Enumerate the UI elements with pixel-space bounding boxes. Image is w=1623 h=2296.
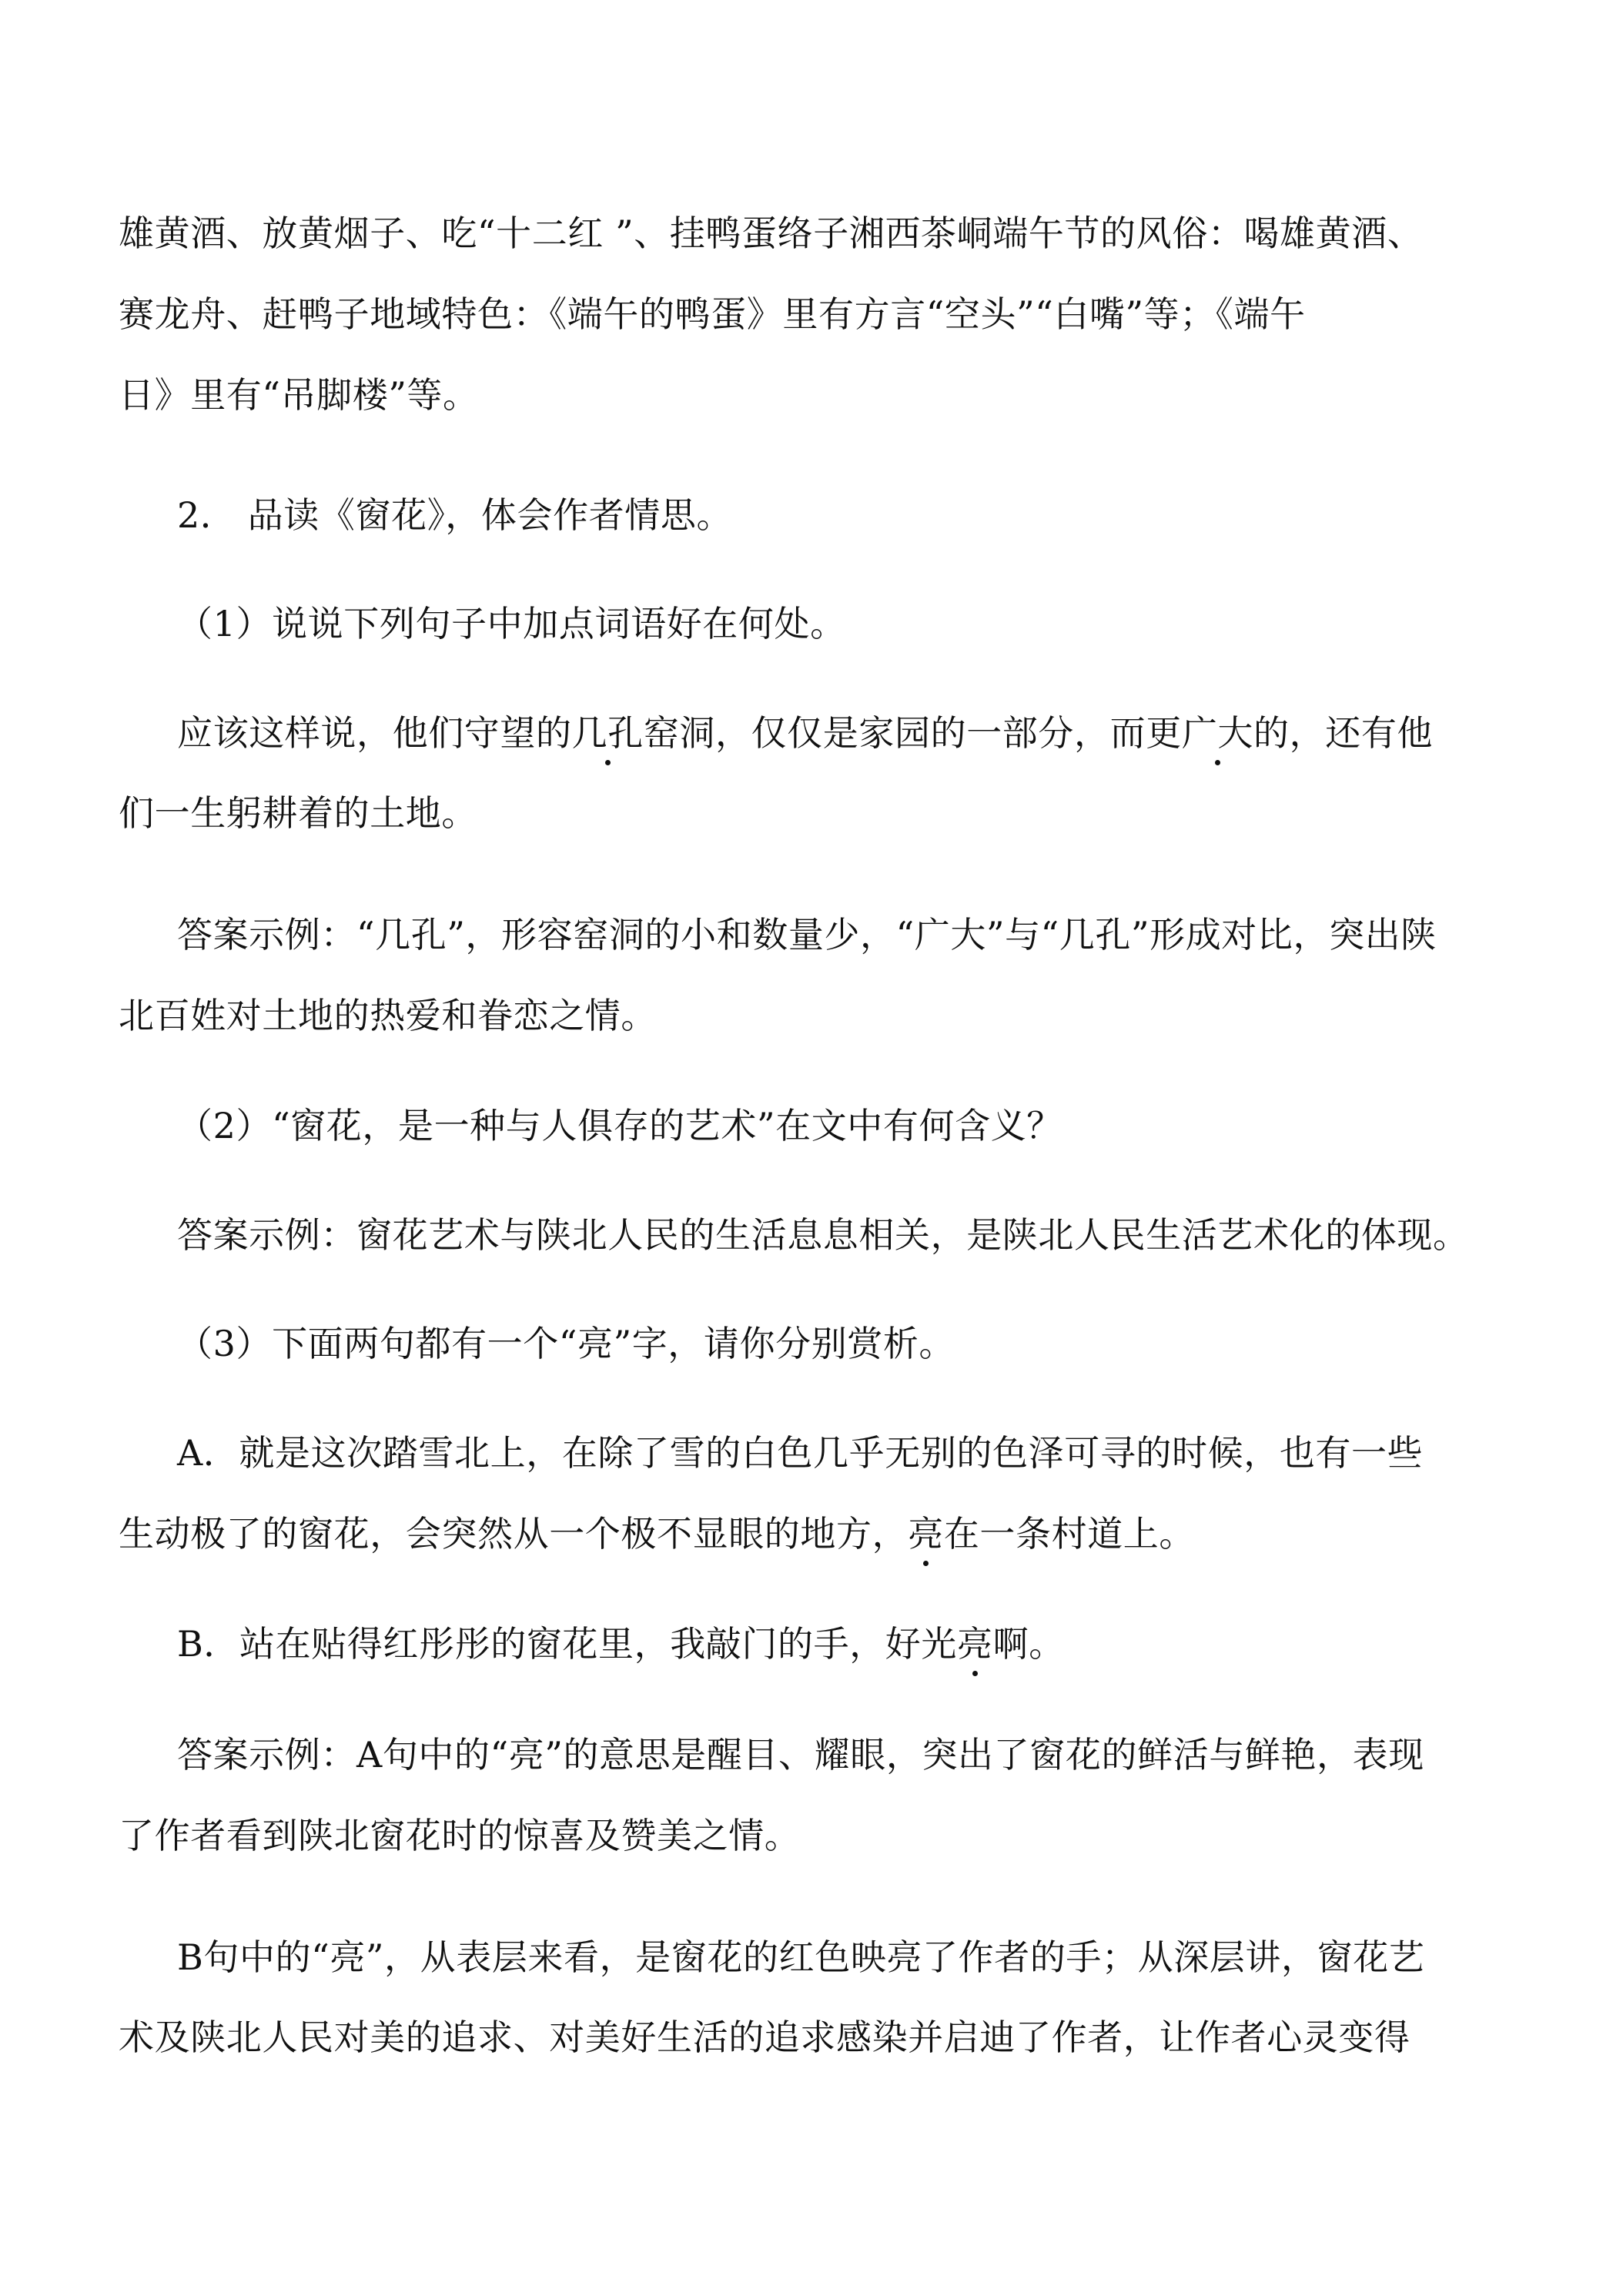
answer-line: 术及陕北人民对美的追求、对美好生活的追求感染并启迪了作者，让作者心灵变得 [119, 2017, 1411, 2058]
quoted-sentence: A．就是这次踏雪北上，在除了雪的白色几乎无别的色泽可寻的时候，也有一些 [177, 1432, 1424, 1474]
sub-question: （2）“窗花，是一种与人俱存的艺术”在文中有何含义？ [177, 1105, 1062, 1146]
text-segment: B．站在贴得红彤彤的窗花里，我敲门的手，好光 [177, 1623, 958, 1665]
quoted-sentence [177, 708, 1623, 758]
answer-line: 答案示例：“几孔”，形容窑洞的小和数量少，“广大”与“几孔”形成对比，突出陕 [177, 914, 1437, 956]
quoted-sentence [177, 1619, 1623, 1668]
paragraph-line: 们一生躬耕着的土地。 [119, 792, 477, 834]
text-segment: 生动极了的窗花，会突然从一个极不显眼的地方， [119, 1513, 909, 1555]
emphasis-dotted-word: 几孔 [572, 708, 644, 758]
answer-line: 了作者看到陕北窗花时的惊喜及赞美之情。 [119, 1815, 801, 1856]
quoted-sentence [119, 1509, 1623, 1558]
text-segment: 的，还有他 [1253, 712, 1434, 754]
paragraph-line: 日》里有“吊脚楼”等。 [119, 374, 479, 416]
answer-line: B句中的“亮”，从表层来看，是窗花的红色映亮了作者的手；从深层讲，窗花艺 [177, 1936, 1425, 1978]
text-segment: 在一条村道上。 [943, 1513, 1196, 1555]
paragraph-line: 雄黄酒、放黄烟子、吃“十二红 ”、挂鸭蛋络子湘西茶峒端午节的风俗：喝雄黄酒、 [119, 213, 1424, 254]
text-segment: 窑洞，仅仅是家园的一部分，而更 [643, 712, 1182, 754]
answer-line: 答案示例：窗花艺术与陕北人民的生活息息相关，是陕北人民生活艺术化的体现。 [177, 1214, 1469, 1256]
paragraph-line: 赛龙舟、赶鸭子地域特色：《端午的鸭蛋》里有方言“空头”“白嘴”等；《端午 [119, 293, 1306, 335]
text-segment: 应该这样说，他们守望的 [177, 712, 572, 754]
answer-line: 答案示例：A句中的“亮”的意思是醒目、耀眼，突出了窗花的鲜活与鲜艳，表现 [177, 1734, 1424, 1776]
question-heading: 2． 品读《窗花》，体会作者情思。 [177, 494, 733, 536]
emphasis-dotted-word: 亮 [908, 1509, 944, 1558]
emphasis-dotted-word: 广大 [1182, 708, 1253, 758]
sub-question: （3）下面两句都有一个“亮”字，请你分别赏析。 [177, 1323, 955, 1364]
text-segment: 啊。 [992, 1623, 1065, 1665]
answer-line: 北百姓对土地的热爱和眷恋之情。 [119, 995, 657, 1036]
emphasis-dotted-word: 亮 [957, 1619, 993, 1668]
sub-question: （1）说说下列句子中加点词语好在何处。 [177, 603, 846, 644]
